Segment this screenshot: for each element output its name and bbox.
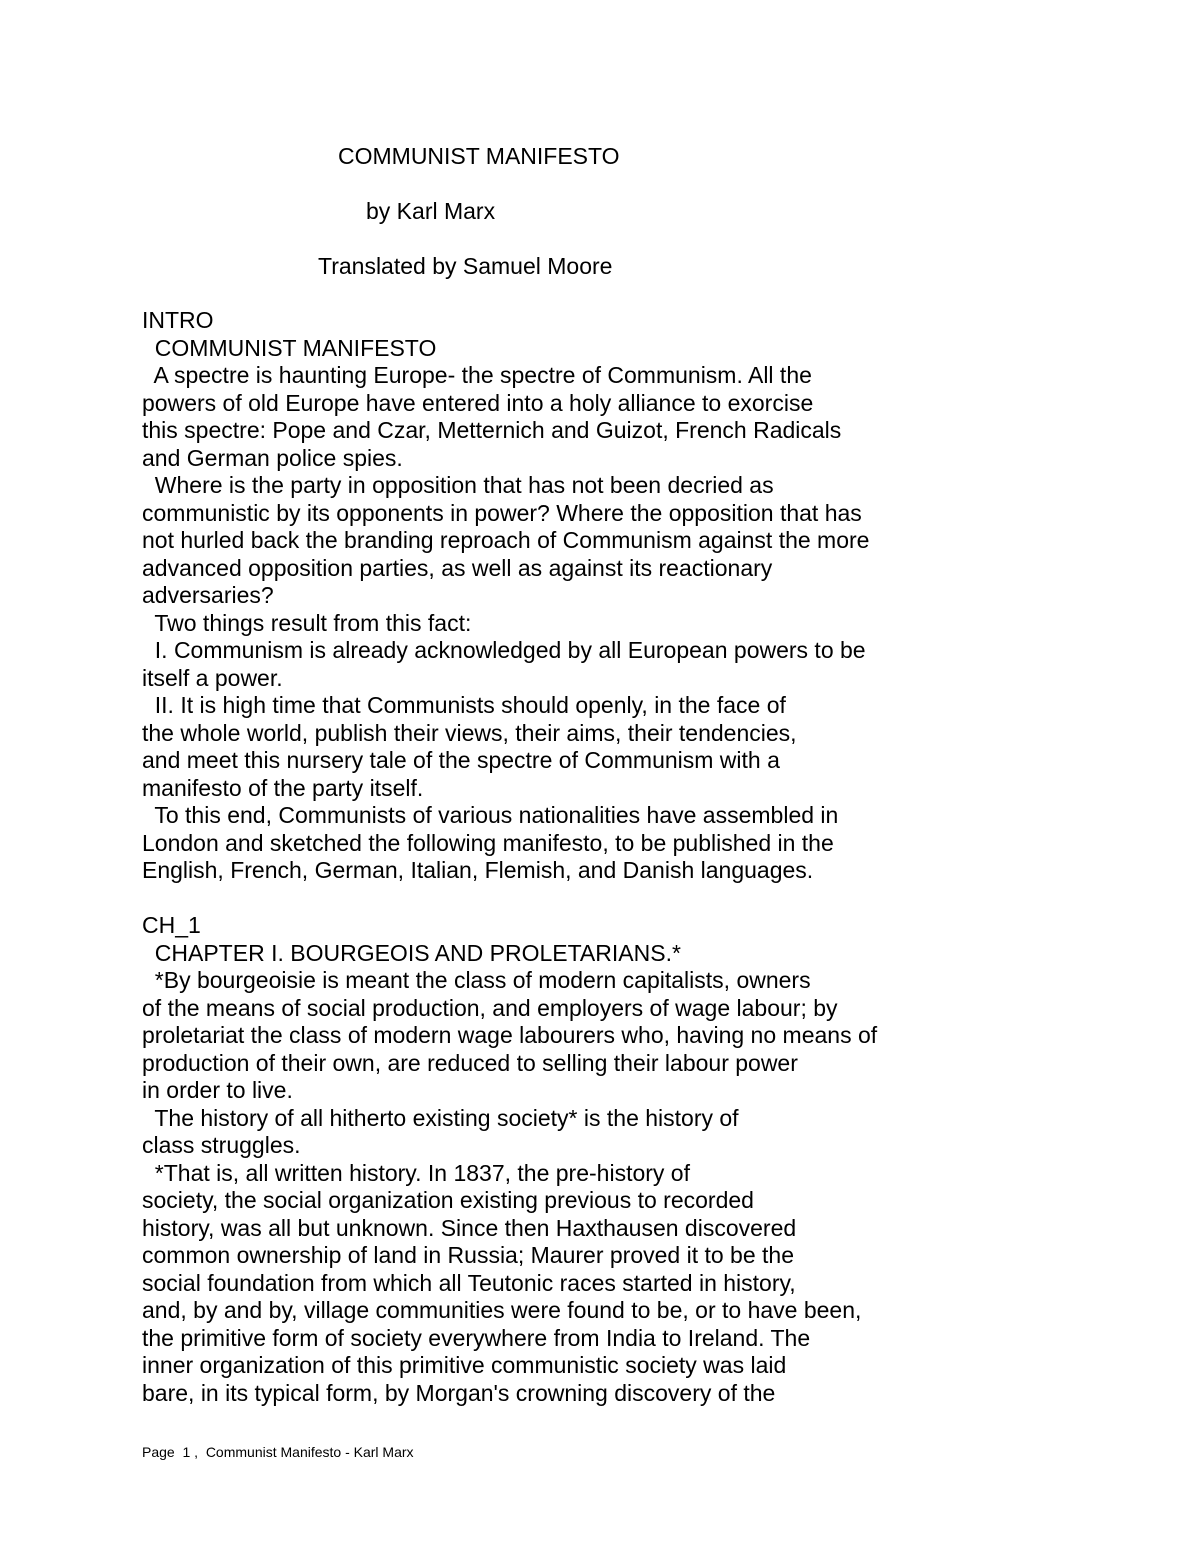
text-line: not hurled back the branding reproach of Communism against the more bbox=[142, 527, 870, 553]
page-footer: Page 1 , Communist Manifesto - Karl Marx bbox=[142, 1444, 414, 1460]
text-line: this spectre: Pope and Czar, Metternich and Guizot, French Radicals bbox=[142, 417, 842, 443]
text-line: *That is, all written history. In 1837, the pre-history of bbox=[142, 1159, 690, 1186]
text-line: inner organization of this primitive communistic society was laid bbox=[142, 1352, 787, 1378]
text-line: common ownership of land in Russia; Maurer proved it to be the bbox=[142, 1242, 794, 1268]
document-title: COMMUNIST MANIFESTO bbox=[338, 143, 620, 169]
text-line: advanced opposition parties, as well as against its reactionary bbox=[142, 554, 773, 581]
text-line: London and sketched the following manifesto, to be published in the bbox=[142, 829, 834, 856]
text-line: The history of all hitherto existing society* is the history of bbox=[142, 1104, 739, 1131]
text-line: and, by and by, village communities were found to be, or to have been, bbox=[142, 1297, 862, 1323]
text-line: social foundation from which all Teutonic races started in history, bbox=[142, 1269, 796, 1296]
text-line: Two things result from this fact: bbox=[142, 609, 472, 636]
text-line: history, was all but unknown. Since then Haxthausen discovered bbox=[142, 1214, 797, 1241]
text-line: To this end, Communists of various nationalities have assembled in bbox=[142, 802, 839, 828]
text-line: English, French, German, Italian, Flemish, and Danish languages. bbox=[142, 857, 814, 883]
document-body bbox=[142, 307, 1142, 1407]
text-line: the primitive form of society everywhere from India to Ireland. The bbox=[142, 1324, 811, 1351]
text-line: I. Communism is already acknowledged by all European powers to be bbox=[142, 637, 866, 663]
text-line: class struggles. bbox=[142, 1132, 301, 1158]
text-line: bare, in its typical form, by Morgan's crowning discovery of the bbox=[142, 1379, 776, 1406]
document-author: by Karl Marx bbox=[366, 198, 496, 224]
text-line: II. It is high time that Communists should openly, in the face of bbox=[142, 692, 786, 718]
text-line: CHAPTER I. BOURGEOIS AND PROLETARIANS.* bbox=[142, 939, 681, 966]
text-line: COMMUNIST MANIFESTO bbox=[142, 334, 437, 361]
text-line: production of their own, are reduced to selling their labour power bbox=[142, 1049, 798, 1076]
text-line: in order to live. bbox=[142, 1077, 293, 1103]
text-line: A spectre is haunting Europe- the spectre of Communism. All the bbox=[142, 362, 812, 388]
text-line: communistic by its opponents in power? Where the opposition that has bbox=[142, 499, 862, 526]
blank-line bbox=[142, 885, 1142, 913]
text-line: and German police spies. bbox=[142, 444, 403, 471]
text-line: CH_1 bbox=[142, 912, 201, 938]
text-line: proletariat the class of modern wage labourers who, having no means of bbox=[142, 1022, 878, 1048]
text-line: itself a power. bbox=[142, 664, 283, 691]
text-line: powers of old Europe have entered into a holy alliance to exorcise bbox=[142, 389, 814, 416]
text-line: society, the social organization existing previous to recorded bbox=[142, 1187, 754, 1213]
text-line: Where is the party in opposition that has not been decried as bbox=[142, 472, 774, 498]
text-line: *By bourgeoisie is meant the class of modern capitalists, owners bbox=[142, 967, 811, 993]
document-translator: Translated by Samuel Moore bbox=[318, 253, 613, 279]
text-line: and meet this nursery tale of the spectre of Communism with a bbox=[142, 747, 780, 773]
text-line: the whole world, publish their views, their aims, their tendencies, bbox=[142, 719, 797, 746]
text-line: adversaries? bbox=[142, 582, 274, 608]
text-line: INTRO bbox=[142, 307, 214, 333]
text-line: of the means of social production, and employers of wage labour; by bbox=[142, 994, 838, 1021]
text-line: manifesto of the party itself. bbox=[142, 774, 424, 801]
